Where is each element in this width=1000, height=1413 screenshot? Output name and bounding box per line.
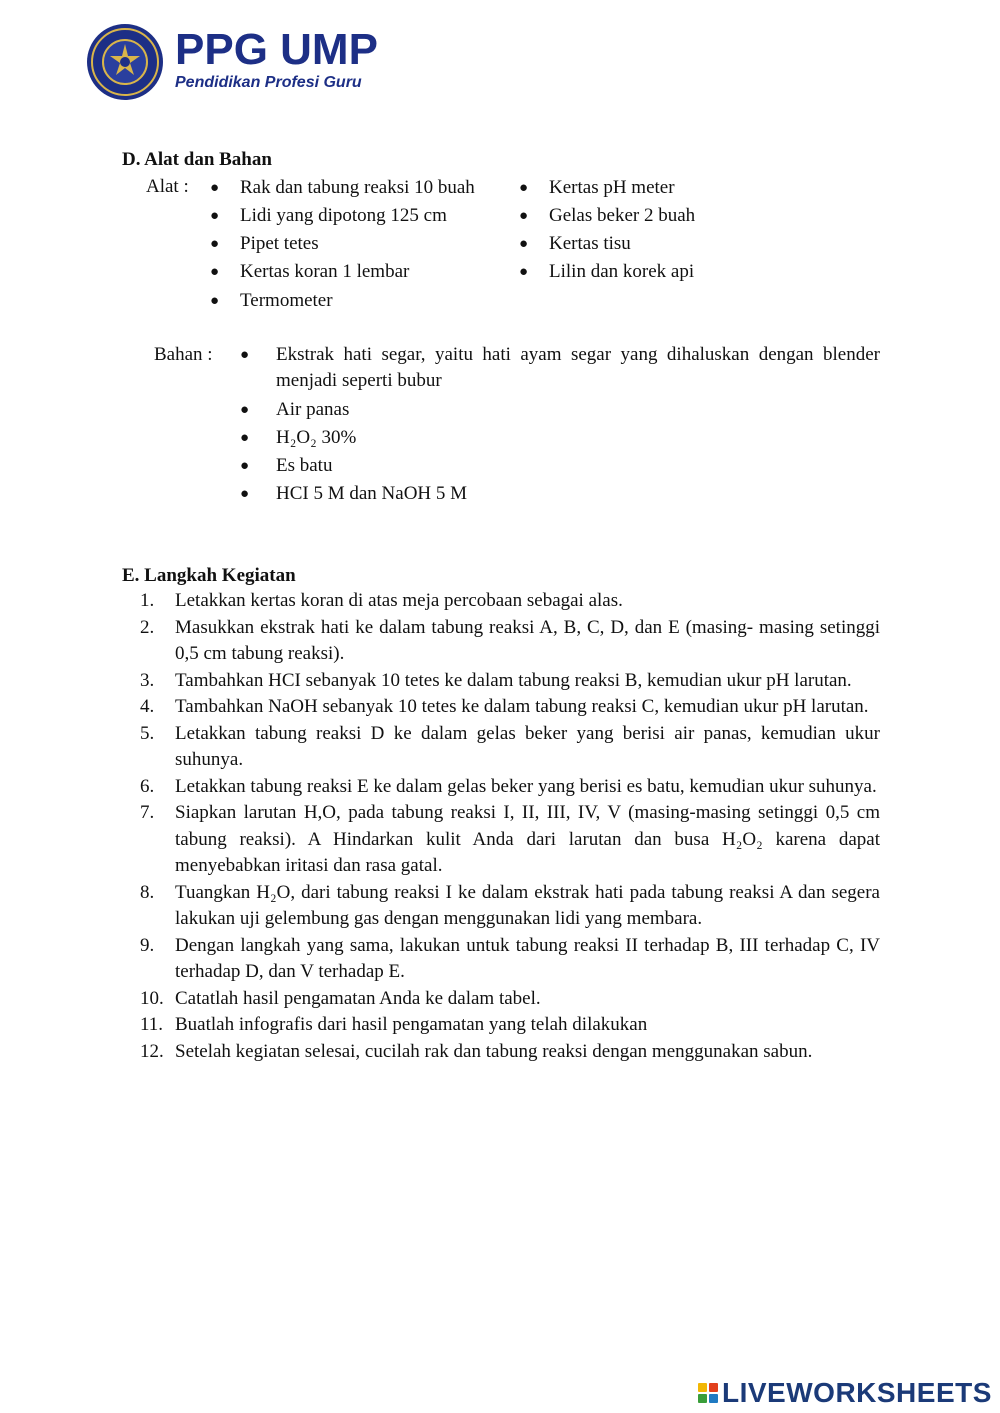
step-text: Dengan langkah yang sama, lakukan untuk tabung reaksi II terhadap B, III terhadap C, IV terhadap D, dan V terhadap E. — [175, 934, 880, 982]
step-text: Buatlah infografis dari hasil pengamatan yang telah dilakukan — [175, 1014, 648, 1035]
bahan-item — [240, 481, 880, 507]
alat-item-text: Rak dan tabung reaksi 10 buah — [240, 177, 475, 198]
step-number: 2. — [140, 616, 155, 638]
step-number: 3. — [140, 669, 155, 691]
step-number: 11. — [140, 1014, 164, 1035]
step-text: Letakkan tabung reaksi E ke dalam gelas beker yang berisi es batu, kemudian ukur suhunya. — [175, 775, 877, 797]
step-text: Tambahkan NaOH sebanyak 10 tetes ke dalam tabung reaksi C, kemudian ukur pH larutan. — [175, 696, 869, 717]
step-text: Letakkan tabung reaksi D ke dalam gelas beker yang berisi air panas, kemudian ukur suhunya. — [175, 722, 880, 770]
list-item — [140, 933, 880, 986]
bullet-icon: ● — [210, 293, 220, 309]
bullet-icon: ● — [210, 264, 220, 280]
bahan-item-text: HCI 5 M dan NaOH 5 M — [276, 483, 468, 504]
list-item — [140, 694, 880, 721]
step-number: 12. — [140, 1040, 164, 1062]
step-text: Catatlah hasil pengamatan Anda ke dalam tabel. — [175, 987, 541, 1009]
list-item — [140, 774, 880, 801]
bullet-icon: ● — [240, 458, 250, 474]
liveworksheets-blocks-icon — [698, 1383, 718, 1403]
list-item — [140, 615, 880, 668]
alat-label: Alat : — [146, 176, 189, 197]
step-number: 4. — [140, 696, 155, 717]
bullet-icon: ● — [210, 208, 220, 224]
bullet-icon: ● — [519, 264, 529, 280]
step-number: 5. — [140, 722, 155, 744]
bahan-item — [240, 342, 880, 394]
step-number: 10. — [140, 987, 164, 1009]
step-text: Tuangkan H₂O, dari tabung reaksi I ke dalam ekstrak hati pada tabung reaksi A dan segera lakukan uji gelembung gas dengan menggunakan lidi yang membara. — [175, 881, 880, 929]
bahan-item — [240, 425, 880, 451]
bullet-icon: ● — [210, 236, 220, 252]
alat-item-text: Gelas beker 2 buah — [549, 205, 696, 226]
list-item — [140, 721, 880, 774]
section-e-title: E. Langkah Kegiatan — [122, 565, 296, 586]
step-text: Siapkan larutan H,O, pada tabung reaksi I, II, III, IV, V (masing-masing setinggi 0,5 cm tabung reaksi). A Hindarkan kulit Anda dari larutan dan busa H₂O₂ karena dapat menyebabkan iritasi dan rasa gatal. — [175, 802, 880, 876]
brand-subtitle: Pendidikan Profesi Guru — [175, 74, 362, 91]
bahan-item-text: Es batu — [276, 455, 333, 476]
bullet-icon: ● — [519, 236, 529, 252]
bullet-icon: ● — [519, 180, 529, 196]
liveworksheets-logo[interactable] — [698, 1378, 992, 1408]
bahan-item-text: Air panas — [276, 399, 350, 420]
step-text: Setelah kegiatan selesai, cucilah rak dan tabung reaksi dengan menggunakan sabun. — [175, 1040, 813, 1062]
section-d-title: D. Alat dan Bahan — [122, 149, 272, 170]
bullet-icon: ● — [240, 430, 250, 446]
list-item — [140, 1012, 880, 1039]
list-item — [140, 1039, 880, 1066]
bullet-icon: ● — [519, 208, 529, 224]
liveworksheets-wordmark: LIVEWORKSHEETS — [722, 1377, 992, 1408]
bullet-icon: ● — [240, 402, 250, 418]
steps-list — [140, 588, 880, 1065]
alat-item-text: Kertas koran 1 lembar — [240, 261, 410, 282]
step-text: Masukkan ekstrak hati ke dalam tabung reaksi A, B, C, D, dan E (masing- masing setinggi 0,5 cm tabung reaksi). — [175, 616, 880, 664]
bullet-icon: ● — [240, 486, 250, 502]
bullet-icon: ● — [210, 180, 220, 196]
step-text: Tambahkan HCI sebanyak 10 tetes ke dalam tabung reaksi B, kemudian ukur pH larutan. — [175, 669, 852, 691]
list-item — [140, 668, 880, 695]
step-number: 9. — [140, 934, 155, 956]
bahan-item-text: H₂O₂ 30% — [276, 427, 357, 448]
page-header — [85, 22, 385, 107]
bahan-item-text: Ekstrak hati segar, yaitu hati ayam segar yang dihaluskan dengan blender menjadi seperti bubur — [276, 344, 880, 391]
alat-item-text: Lidi yang dipotong 125 cm — [240, 205, 447, 226]
university-seal-icon — [85, 22, 165, 102]
alat-item-text: Lilin dan korek api — [549, 261, 695, 282]
alat-item-text: Kertas tisu — [549, 233, 631, 254]
step-text: Letakkan kertas koran di atas meja percobaan sebagai alas. — [175, 590, 623, 611]
list-item — [140, 880, 880, 933]
bahan-item — [240, 397, 880, 423]
brand-title: PPG UMP — [175, 25, 378, 74]
list-item — [140, 800, 880, 880]
alat-item-text: Termometer — [240, 290, 333, 311]
list-item — [140, 986, 880, 1013]
step-number: 7. — [140, 802, 155, 823]
bahan-label: Bahan : — [154, 344, 213, 365]
step-number: 6. — [140, 775, 155, 797]
bullet-icon: ● — [240, 347, 250, 363]
bahan-item — [240, 453, 880, 479]
alat-item-text: Kertas pH meter — [549, 177, 675, 198]
step-number: 8. — [140, 881, 155, 903]
step-number: 1. — [140, 590, 155, 611]
list-item — [140, 588, 880, 615]
alat-item-text: Pipet tetes — [240, 233, 319, 254]
